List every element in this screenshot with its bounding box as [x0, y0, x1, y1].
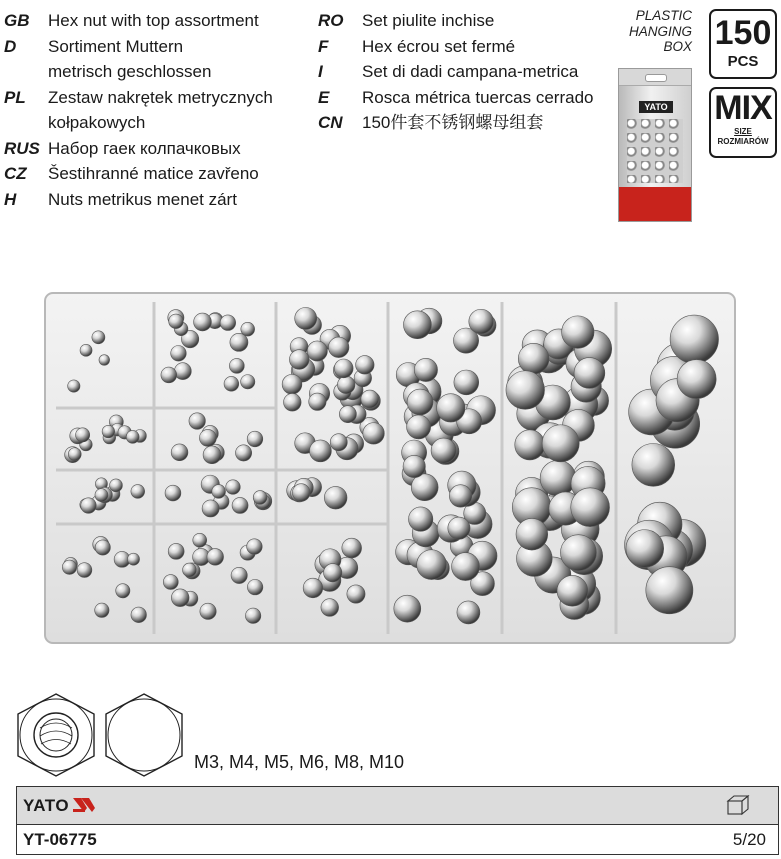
cap-nut — [174, 363, 191, 380]
product-tray-image — [44, 292, 736, 644]
description-text: Набор гаек колпачковых — [48, 138, 241, 158]
language-code: D — [4, 36, 17, 56]
description-text: metrisch geschlossen — [48, 62, 212, 81]
tray-body — [45, 293, 735, 643]
language-code: RUS — [4, 138, 40, 158]
mix-badge — [709, 87, 777, 158]
cap-nut — [342, 538, 362, 558]
cap-nut-top-view-icon — [106, 694, 182, 776]
mix-size-label-pl: ROZMIARÓW — [717, 137, 769, 146]
cap-nut — [231, 567, 247, 583]
cap-nut — [347, 585, 365, 603]
cap-nut — [62, 560, 76, 574]
cap-nut — [337, 376, 355, 394]
cap-nut — [334, 359, 353, 378]
quantity-number: 150 — [714, 14, 772, 52]
cap-nut — [452, 553, 480, 581]
language-code: RO — [318, 11, 344, 30]
quantity-badge — [709, 9, 777, 79]
product-code: YT-06775 — [23, 830, 97, 849]
description-text: Hex nut with top assortment — [48, 11, 259, 30]
cap-nut — [232, 497, 248, 513]
cap-nut — [168, 543, 184, 559]
cap-nut — [95, 603, 109, 617]
cap-nut — [224, 376, 239, 391]
cap-nut — [230, 333, 248, 351]
footer-brand-row — [17, 787, 778, 825]
cap-nut — [560, 535, 596, 571]
size-list: M3, M4, M5, M6, M8, M10 — [194, 752, 405, 772]
cap-nut — [194, 313, 212, 331]
description-right-row — [318, 85, 593, 111]
cap-nut — [403, 455, 425, 477]
description-right-row — [318, 110, 593, 136]
description-left-row — [4, 34, 273, 60]
language-code: CN — [318, 113, 343, 132]
brand-name: YATO — [23, 796, 70, 815]
cap-nut — [207, 549, 224, 566]
description-left-row — [4, 59, 273, 85]
packaging-red-band — [619, 187, 691, 221]
cap-nut — [131, 607, 147, 623]
cap-nut — [128, 553, 140, 565]
description-left-row — [4, 187, 273, 213]
packaging-label-line3: BOX — [663, 39, 692, 54]
cap-nut — [457, 601, 480, 624]
cap-nut — [303, 578, 323, 598]
cap-nut — [247, 539, 263, 555]
page-number: 5/20 — [732, 830, 766, 849]
description-text: Rosca métrica tuercas cerrado — [362, 87, 594, 107]
mix-title: MIX — [714, 89, 772, 127]
cap-nut — [68, 380, 80, 392]
cap-nut — [307, 341, 327, 361]
description-left-row — [4, 136, 273, 162]
footer-table — [16, 786, 779, 855]
cap-nut — [646, 567, 693, 614]
description-text: Sortiment Muttern — [48, 36, 184, 56]
cap-nut — [328, 337, 349, 358]
packaging-label-line1: PLASTIC — [635, 8, 692, 23]
cap-nut — [414, 358, 437, 381]
language-code: I — [318, 62, 323, 81]
cap-nut — [670, 315, 718, 363]
cap-nut — [284, 393, 302, 411]
cap-nut — [448, 517, 470, 539]
cap-nut — [454, 370, 479, 395]
cap-nut — [292, 484, 310, 502]
cap-nut — [95, 489, 108, 502]
cap-nut — [220, 315, 236, 331]
packaging-label-line2: HANGING — [628, 23, 692, 39]
cap-nut — [131, 485, 145, 499]
quantity-unit: PCS — [727, 53, 759, 70]
cap-nut — [394, 595, 421, 622]
cap-nut — [516, 518, 548, 550]
language-code: F — [318, 36, 329, 56]
cap-nut — [571, 488, 610, 527]
language-code: H — [4, 189, 17, 209]
packaging-brand: YATO — [639, 101, 673, 113]
cap-nut — [199, 429, 216, 446]
cap-nut — [171, 345, 187, 361]
cap-nut — [68, 448, 81, 461]
packaging-label — [604, 8, 692, 55]
cap-nut — [557, 575, 588, 606]
cap-nut — [200, 603, 216, 619]
cap-nut — [165, 485, 181, 501]
description-left-row — [4, 161, 273, 187]
description-text: kołpakowych — [48, 113, 146, 132]
cap-nut — [339, 406, 356, 423]
description-text: Šestihranné matice zavřeno — [48, 164, 259, 183]
cap-nut — [540, 460, 576, 496]
cap-nut — [321, 599, 339, 617]
description-left-row — [4, 85, 273, 111]
cap-nut — [253, 491, 267, 505]
cap-nut — [80, 344, 92, 356]
cap-nut — [417, 550, 447, 580]
cap-nut — [161, 367, 177, 383]
cap-nut — [226, 480, 241, 495]
cap-nut — [506, 371, 545, 410]
description-text: Set piulite inchise — [362, 11, 495, 30]
description-text: Hex écrou set fermé — [362, 36, 516, 56]
cap-nut — [247, 579, 262, 594]
cap-nut — [92, 331, 105, 344]
description-right-row — [318, 8, 593, 34]
cap-nut — [202, 500, 219, 517]
cap-nut — [437, 394, 465, 422]
cap-nut — [102, 425, 115, 438]
description-text: Nuts metrikus menet zárt — [48, 189, 237, 209]
description-text: 150件套不锈钢螺母组套 — [362, 113, 544, 132]
cap-nut — [76, 428, 90, 442]
cap-nut — [241, 375, 255, 389]
cap-nut — [330, 434, 347, 451]
description-list-left — [4, 8, 273, 212]
cap-nut — [193, 533, 207, 547]
cap-nut — [235, 445, 251, 461]
cap-nut — [110, 479, 123, 492]
language-code: GB — [4, 11, 30, 30]
tray-illustration — [44, 292, 736, 644]
cap-nut — [677, 360, 716, 399]
language-code — [4, 110, 48, 136]
description-left-row — [4, 8, 273, 34]
cap-nut — [408, 507, 432, 531]
cap-nut — [518, 343, 549, 374]
cap-nut — [324, 486, 347, 509]
cap-nut — [116, 584, 130, 598]
cap-nut — [309, 440, 331, 462]
cap-nut — [356, 356, 374, 374]
cap-nut — [361, 390, 379, 408]
description-right-row — [318, 59, 593, 85]
cap-nut — [77, 563, 92, 578]
cap-nut — [363, 423, 385, 445]
cap-nut — [245, 608, 260, 623]
cap-nut — [407, 389, 433, 415]
language-code: PL — [4, 87, 26, 107]
cap-nut — [632, 443, 675, 486]
cap-nut — [99, 355, 110, 366]
cap-nut — [282, 374, 302, 394]
cap-nut — [163, 575, 178, 590]
cap-nut — [81, 498, 97, 514]
hex-nut-top-view-icon — [18, 694, 94, 776]
packaging-contents — [627, 119, 683, 183]
cap-nut — [562, 316, 594, 348]
hanger-tab — [619, 69, 691, 86]
cap-nut — [626, 530, 664, 568]
cap-nut — [324, 564, 342, 582]
description-text: Zestaw nakrętek metrycznych — [48, 87, 273, 107]
cap-nut — [203, 446, 221, 464]
cap-nut — [171, 444, 188, 461]
cap-nut — [309, 393, 326, 410]
cap-nut — [431, 438, 456, 463]
language-code — [4, 59, 48, 85]
cap-nut — [189, 413, 205, 429]
cap-nut — [295, 307, 317, 329]
box-icon — [726, 794, 750, 821]
cap-nut — [126, 430, 139, 443]
cap-nut — [469, 309, 494, 334]
description-text: Set di dadi campana-metrica — [362, 62, 579, 81]
language-code: E — [318, 87, 330, 107]
cap-nut — [171, 589, 189, 607]
cap-nut — [515, 430, 545, 460]
cap-nut — [407, 415, 431, 439]
cap-nut — [247, 431, 263, 447]
cap-nut — [169, 314, 183, 328]
footer-code-row — [17, 825, 778, 854]
yato-logo-mark-icon — [73, 798, 95, 817]
cap-nut — [95, 540, 110, 555]
cap-nut — [574, 358, 605, 389]
cap-nut — [183, 563, 197, 577]
cap-nut — [542, 425, 579, 462]
nut-drawings — [10, 690, 190, 785]
language-code: CZ — [4, 164, 27, 183]
cap-nut — [403, 311, 431, 339]
cap-nut — [449, 485, 471, 507]
description-right-row — [318, 34, 593, 60]
packaging-image — [618, 68, 692, 222]
mix-size-label: SIZE — [734, 127, 752, 136]
cap-nut — [289, 350, 309, 370]
description-left-row — [4, 110, 273, 136]
cap-nut — [212, 485, 226, 499]
cap-nut — [229, 358, 244, 373]
description-list-right — [318, 8, 593, 136]
